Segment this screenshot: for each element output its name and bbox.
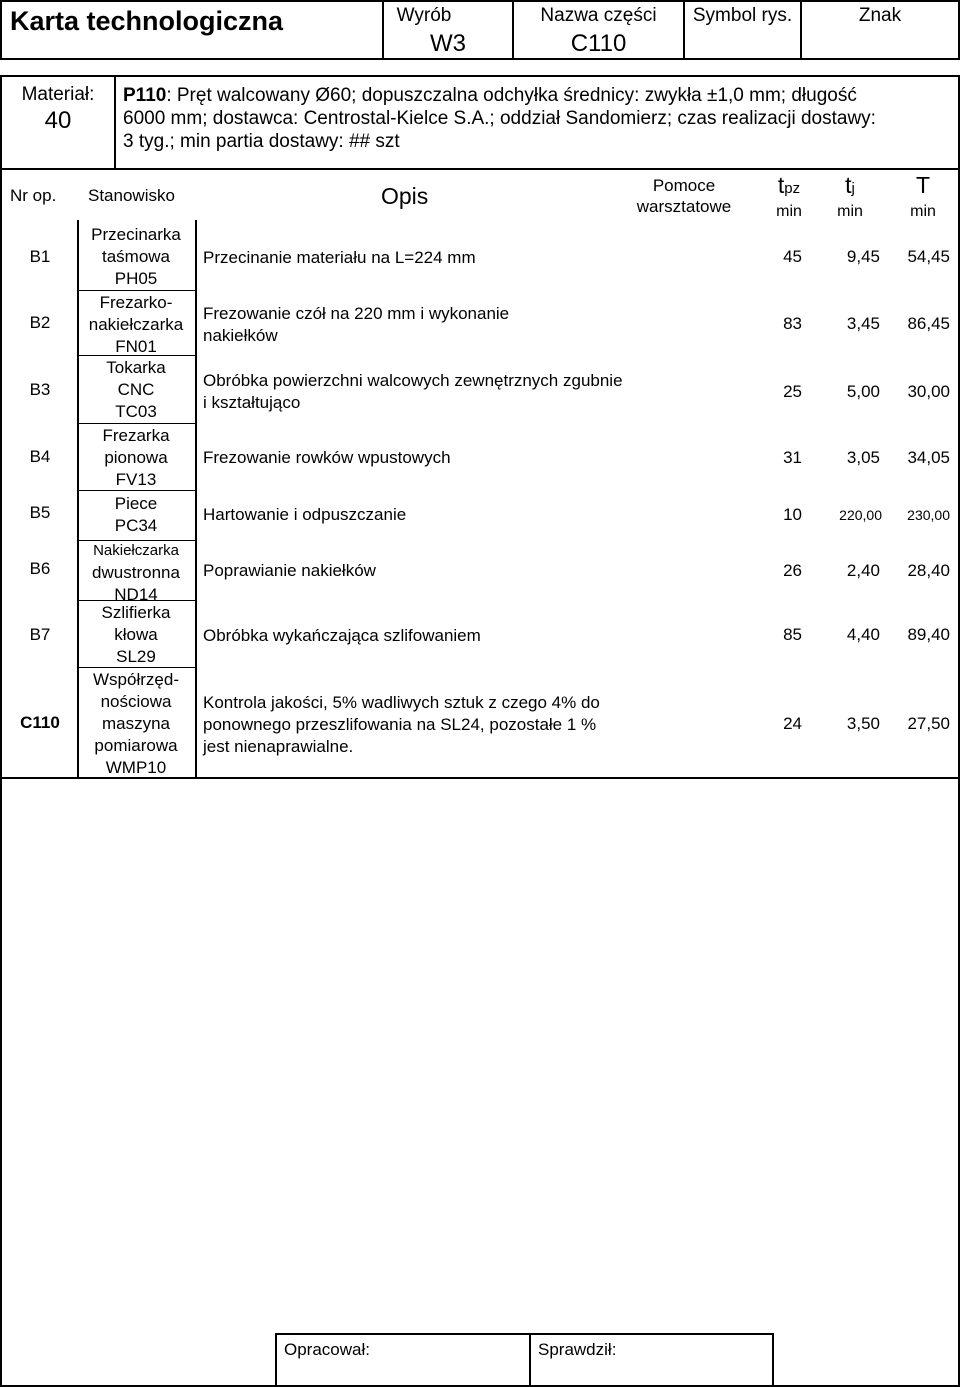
op-stanowisko (78, 669, 194, 779)
op-tpz: 10 (783, 505, 802, 524)
stanowisko-line: SL29 (116, 647, 156, 666)
col-header-stanowisko: Stanowisko (88, 186, 175, 205)
material-line-3: 3 tyg.; min partia dostawy: ## szt (123, 131, 400, 152)
stanowisko-line: pionowa (104, 448, 168, 467)
material-value: 40 (44, 107, 72, 134)
op-opis: Obróbka powierzchni walcowych zewnętrznych zgubnie i kształtująco (203, 371, 623, 412)
col-header-tpz (752, 172, 826, 198)
stanowisko-line: PH05 (114, 269, 158, 288)
op-tj: 4,40 (846, 625, 880, 644)
op-tpz: 85 (783, 625, 802, 644)
op-tpz: 26 (783, 561, 802, 580)
page-title: Karta technologiczna (10, 6, 284, 36)
op-T: 54,45 (907, 247, 950, 266)
opracowal-label: Opracował: (284, 1340, 370, 1359)
stanowisko-line: Szlifierka (101, 603, 171, 622)
op-stanowisko (78, 425, 194, 491)
op-nr: B5 (29, 503, 51, 522)
op-tj: 3,45 (846, 314, 880, 333)
stanowisko-line: PC34 (114, 516, 158, 535)
nazwa-label: Nazwa części (540, 5, 657, 26)
material-line-2: 6000 mm; dostawca: Centrostal-Kielce S.A.; oddział Sandomierz; czas realizacji dostawy: (123, 108, 876, 129)
op-opis: Poprawianie nakiełków (203, 561, 376, 580)
op-tpz: 25 (783, 382, 802, 401)
op-stanowisko (78, 602, 194, 668)
stanowisko-line: FV13 (115, 470, 157, 489)
op-tj: 3,50 (846, 714, 880, 733)
op-T: 86,45 (907, 314, 950, 333)
col-stanowisko-divider (195, 220, 197, 777)
row-separator (77, 290, 195, 291)
stanowisko-line: Nakiełczarka (93, 542, 179, 559)
op-stanowisko (78, 292, 194, 358)
op-nr: B3 (29, 380, 51, 399)
op-nr: B4 (29, 447, 51, 466)
op-opis: Frezowanie rowków wpustowych (203, 448, 451, 467)
col-header-tj-unit: min (837, 203, 863, 220)
wyrob-value: W3 (430, 30, 466, 57)
stanowisko-line: FN01 (115, 337, 157, 356)
sprawdzil-label: Sprawdził: (538, 1340, 617, 1359)
op-stanowisko (78, 493, 194, 537)
symbol-label: Symbol rys. (692, 5, 793, 26)
nazwa-value: C110 (570, 30, 627, 57)
op-T: 28,40 (907, 561, 950, 580)
op-tpz: 45 (783, 247, 802, 266)
material-label: Materiał: (21, 84, 95, 105)
stanowisko-line: Frezarka (102, 426, 170, 445)
stanowisko-line: taśmowa (101, 247, 171, 266)
material-line-1 (123, 85, 857, 107)
row-separator (77, 423, 195, 424)
stanowisko-line: Współrzęd- (93, 670, 179, 689)
op-T: 27,50 (907, 714, 950, 733)
op-stanowisko (78, 540, 194, 606)
stanowisko-line: dwustronna (92, 563, 180, 582)
stanowisko-line: Frezarko- (99, 293, 173, 312)
op-T: 230,00 (907, 507, 950, 523)
material-code: P110 (123, 85, 167, 106)
tpz-sub: pz (784, 180, 801, 197)
tj-sub: j (851, 180, 855, 197)
stanowisko-line: maszyna (101, 714, 171, 733)
op-T: 89,40 (907, 625, 950, 644)
op-tpz: 31 (783, 448, 802, 467)
op-tj: 3,05 (846, 448, 880, 467)
col-header-nr: Nr op. (10, 186, 57, 205)
op-tj: 2,40 (846, 561, 880, 580)
op-nr: B7 (29, 625, 51, 644)
stanowisko-line: Tokarka (106, 358, 166, 377)
stanowisko-line: Piece (114, 494, 158, 513)
stanowisko-line: WMP10 (105, 758, 167, 777)
op-nr: B6 (29, 559, 51, 578)
stanowisko-line: nakiełczarka (88, 315, 184, 334)
op-tj: 5,00 (846, 382, 880, 401)
op-T: 34,05 (907, 448, 950, 467)
op-opis: Przecinanie materiału na L=224 mm (203, 248, 476, 267)
op-opis: Obróbka wykańczająca szlifowaniem (203, 626, 481, 645)
col-header-pomoce-2: warsztatowe (636, 197, 732, 216)
op-stanowisko (78, 224, 194, 290)
stanowisko-line: Przecinarka (91, 225, 181, 244)
material-divider (114, 75, 116, 170)
op-T: 30,00 (907, 382, 950, 401)
tpz-t: t (777, 172, 785, 198)
footer-divider (529, 1333, 531, 1387)
stanowisko-line: kłowa (114, 625, 158, 644)
col-header-opis: Opis (381, 183, 429, 209)
op-opis: Hartowanie i odpuszczanie (203, 505, 407, 524)
op-opis: Frezowanie czół na 220 mm i wykonanie nakiełków (203, 304, 510, 345)
col-header-T: T (915, 172, 931, 198)
col-header-tpz-unit: min (776, 203, 802, 220)
op-opis: Kontrola jakości, 5% wadliwych sztuk z czego 4% do ponownego przeszlifowania na SL24, pozostałe 1 % jest nienaprawialne. (203, 693, 600, 756)
op-nr: B1 (29, 247, 51, 266)
col-header-pomoce: Pomoce (652, 176, 716, 195)
stanowisko-line: pomiarowa (94, 736, 178, 755)
op-nr: C110 (20, 713, 60, 732)
wyrob-label: Wyrób (396, 5, 452, 26)
col-header-tj (818, 172, 882, 198)
op-nr: B2 (29, 313, 51, 332)
stanowisko-line: CNC (117, 380, 155, 399)
op-tj: 9,45 (846, 247, 880, 266)
stanowisko-line: ND14 (114, 585, 158, 604)
op-stanowisko (78, 357, 194, 423)
op-tpz: 24 (783, 714, 802, 733)
op-tpz: 83 (783, 314, 802, 333)
op-tj: 220,00 (839, 507, 882, 523)
tj-t: t (845, 172, 852, 198)
znak-label: Znak (858, 5, 902, 26)
stanowisko-line: TC03 (115, 402, 157, 421)
material-text: : Pręt walcowany Ø60; dopuszczalna odchyłka średnicy: zwykła ±1,0 mm; długość (166, 85, 857, 106)
stanowisko-line: nościowa (100, 692, 172, 711)
col-header-T-unit: min (910, 203, 936, 220)
